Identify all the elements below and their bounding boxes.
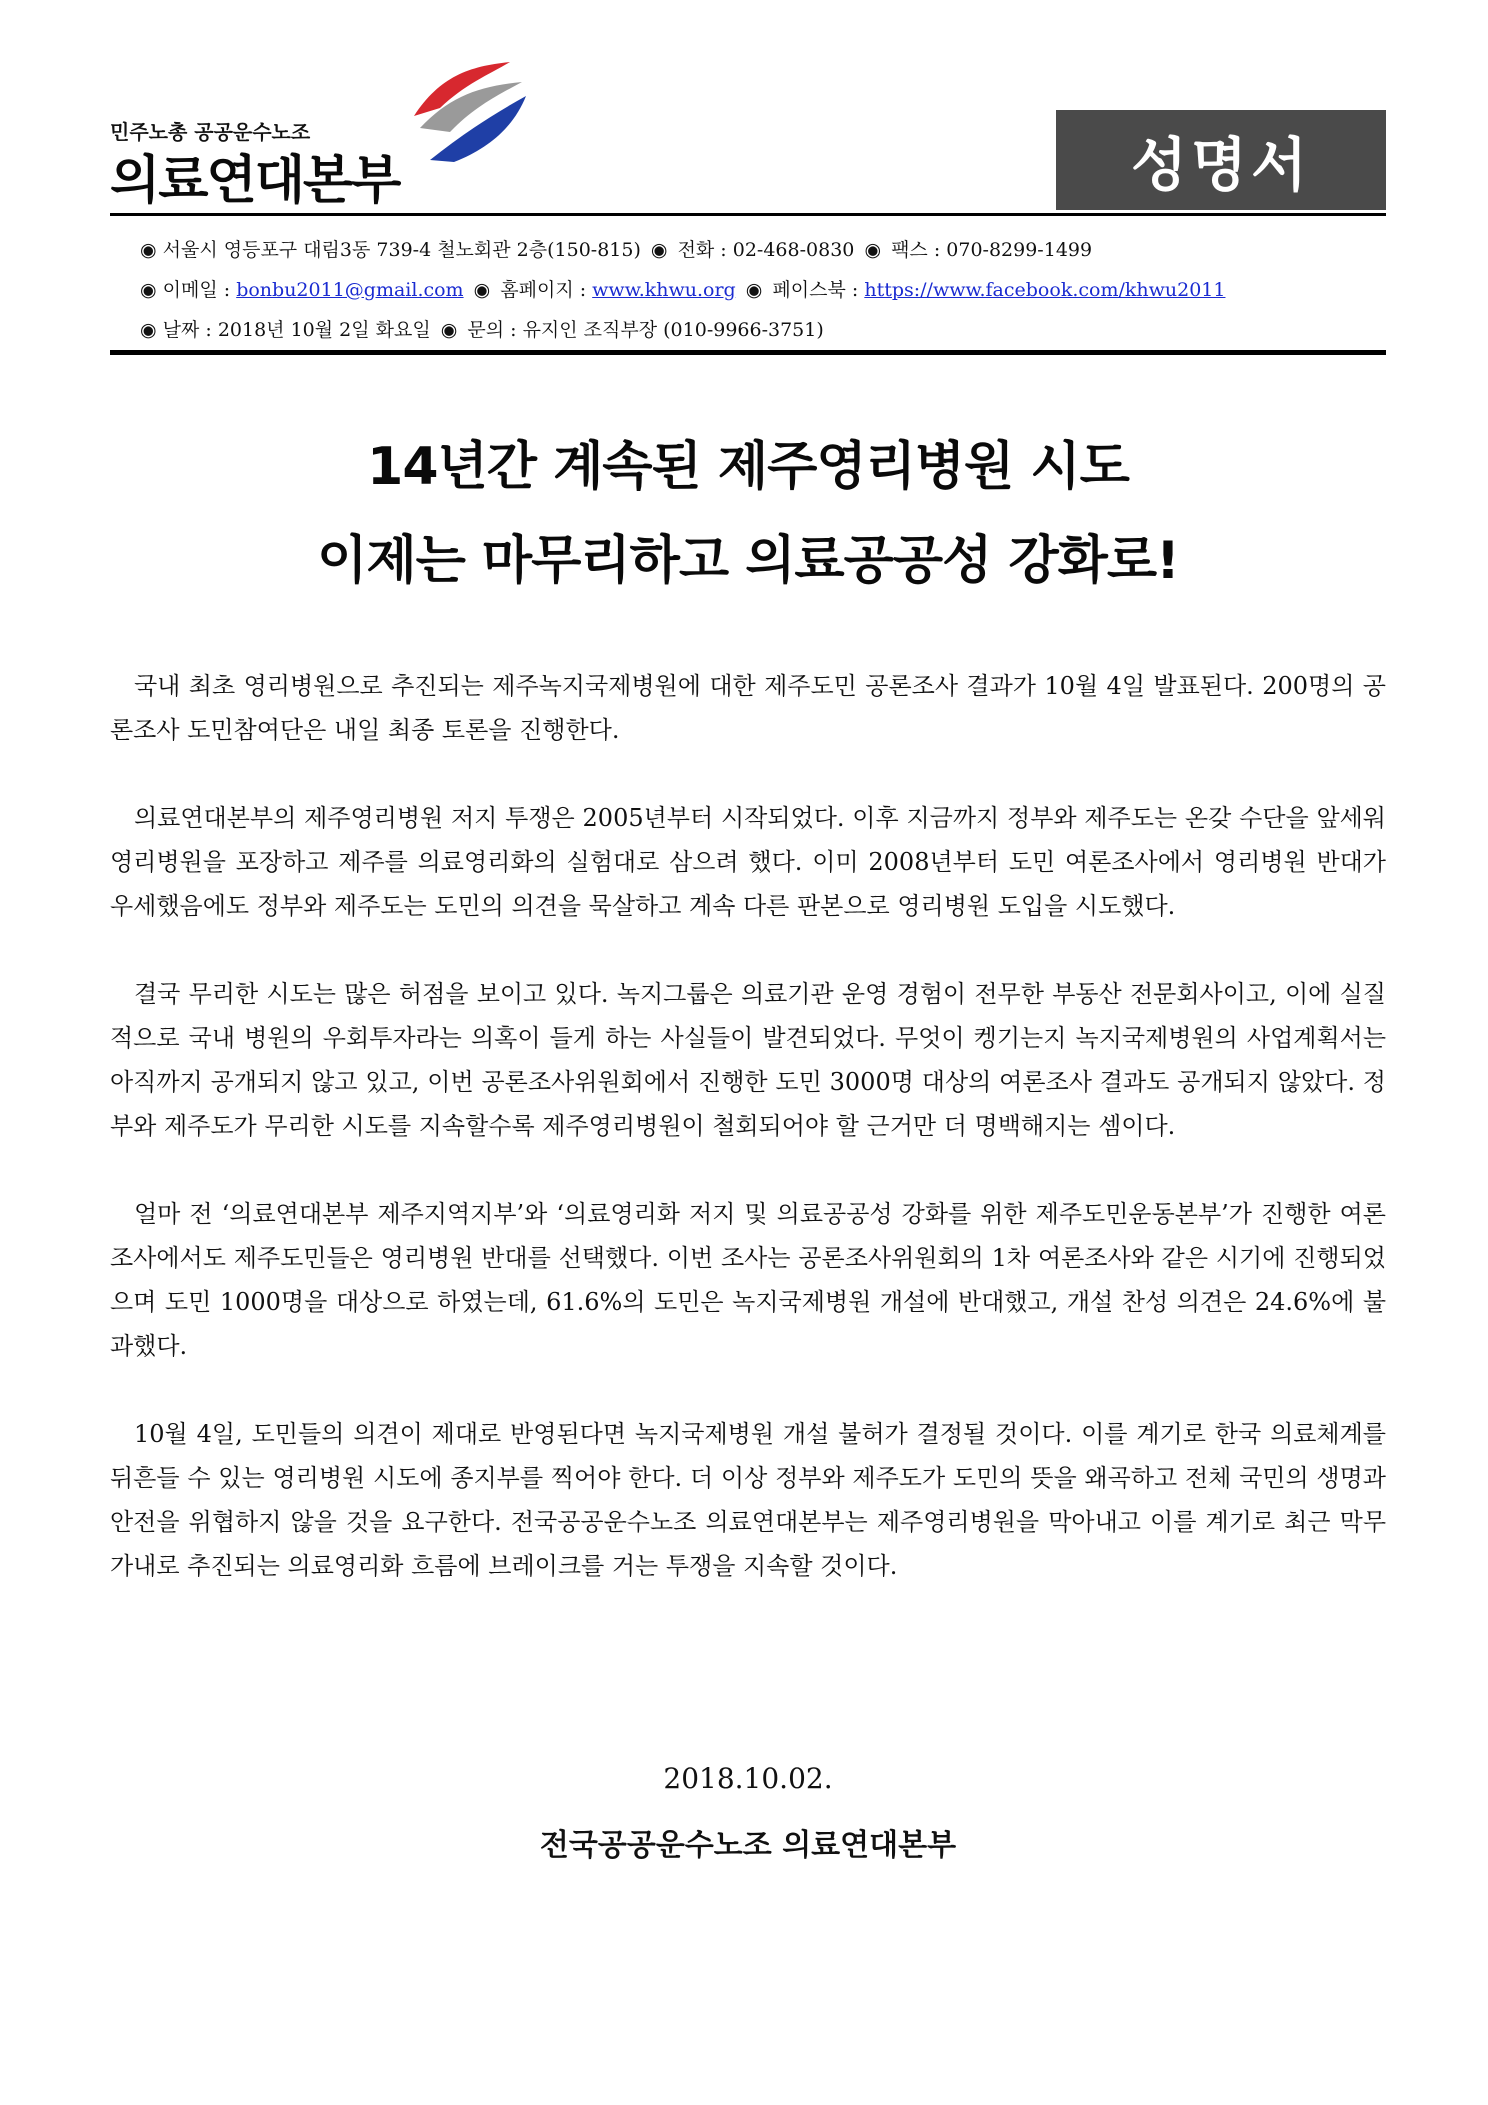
letterhead <box>110 50 1386 220</box>
flag-swoosh-icon <box>410 56 530 166</box>
logo-subtitle: 민주노총 공공운수노조 <box>110 120 311 144</box>
email-label: 이메일 : <box>162 279 237 301</box>
facebook-label: 페이스북 : <box>772 279 865 301</box>
body-paragraph: 10월 4일, 도민들의 의견이 제대로 반영된다면 녹지국제병원 개설 불허가 결정될 것이다. 이를 계기로 한국 의료체계를 뒤흔들 수 있는 영리병원 시도에 종지부를 찍어야 한다. 더 이상 정부와 제주도가 도민의 뜻을 왜곡하고 전체 국민의 생명과 안전을 위협하지 않을 것을 요구한다. 전국공공운수노조 의료연대본부는 제주영리병원을 막아내고 이를 계기로 최근 막무가내로 추진되는 의료영리화 흐름에 브레이크를 거는 투쟁을 지속할 것이다. <box>110 1420 1386 1580</box>
header-divider-top <box>110 213 1386 216</box>
bullet-icon: ◉ <box>140 319 157 341</box>
contact-line-2 <box>140 270 1370 310</box>
contact-line-3 <box>140 310 1370 350</box>
header-divider-bottom <box>110 350 1386 355</box>
fax-text: 팩스 : 070-8299-1499 <box>891 239 1093 261</box>
statement-title <box>110 420 1386 608</box>
bullet-icon: ◉ <box>140 239 157 261</box>
inquiry-text: 문의 : 유지인 조직부장 (010-9966-3751) <box>467 319 824 341</box>
homepage-label: 홈페이지 : <box>500 279 593 301</box>
phone-text: 전화 : 02-468-0830 <box>677 239 855 261</box>
contact-line-1 <box>140 230 1370 270</box>
body-paragraph: 의료연대본부의 제주영리병원 저지 투쟁은 2005년부터 시작되었다. 이후 지금까지 정부와 제주도는 온갖 수단을 앞세워 영리병원을 포장하고 제주를 의료영리화의 실험대로 삼으려 했다. 이미 2008년부터 도민 여론조사에서 영리병원 반대가 우세했음에도 정부와 제주도는 도민의 의견을 묵살하고 계속 다른 판본으로 영리병원 도입을 시도했다. <box>110 804 1386 920</box>
bullet-icon: ◉ <box>473 279 491 301</box>
body-paragraph: 결국 무리한 시도는 많은 허점을 보이고 있다. 녹지그룹은 의료기관 운영 경험이 전무한 부동산 전문회사이고, 이에 실질적으로 국내 병원의 우회투자라는 의혹이 들게 하는 사실들이 발견되었다. 무엇이 켕기는지 녹지국제병원의 사업계획서는 아직까지 공개되지 않고 있고, 이번 공론조사위원회에서 진행한 도민 3000명 대상의 여론조사 결과도 공개되지 않았다. 정부와 제주도가 무리한 시도를 지속할수록 제주영리병원이 철회되어야 할 근거만 더 명백해지는 셈이다. <box>110 980 1386 1140</box>
title-line-2: 이제는 마무리하고 의료공공성 강화로! <box>317 531 1179 591</box>
signature-date: 2018.10.02. <box>663 1762 833 1795</box>
title-line-1: 14년간 계속된 제주영리병원 시도 <box>367 437 1129 497</box>
bullet-icon: ◉ <box>745 279 763 301</box>
document-type-badge: 성명서 <box>1056 110 1386 210</box>
bullet-icon: ◉ <box>140 279 157 301</box>
homepage-link[interactable]: www.khwu.org <box>592 279 736 301</box>
body-paragraph: 국내 최초 영리병원으로 추진되는 제주녹지국제병원에 대한 제주도민 공론조사 결과가 10월 4일 발표된다. 200명의 공론조사 도민참여단은 내일 최종 토론을 진행한다. <box>110 672 1386 744</box>
logo-title: 의료연대본부 <box>110 151 400 211</box>
date-text: 날짜 : 2018년 10월 2일 화요일 <box>162 319 431 341</box>
organization-logo <box>110 56 530 216</box>
facebook-link[interactable]: https://www.facebook.com/khwu2011 <box>864 279 1226 301</box>
address-text: 서울시 영등포구 대림3동 739-4 철노회관 2층(150-815) <box>162 239 641 261</box>
bullet-icon: ◉ <box>864 239 882 261</box>
contact-info <box>140 230 1370 350</box>
body-paragraph: 얼마 전 ‘의료연대본부 제주지역지부’와 ‘의료영리화 저지 및 의료공공성 강화를 위한 제주도민운동본부’가 진행한 여론조사에서도 제주도민들은 영리병원 반대를 선택했다. 이번 조사는 공론조사위원회의 1차 여론조사와 같은 시기에 진행되었으며 도민 1000명을 대상으로 하였는데, 61.6%의 도민은 녹지국제병원 개설에 반대했고, 개설 찬성 의견은 24.6%에 불과했다. <box>110 1200 1386 1360</box>
email-link[interactable]: bonbu2011@gmail.com <box>236 279 464 301</box>
bullet-icon: ◉ <box>440 319 458 341</box>
statement-body <box>110 664 1386 1632</box>
bullet-icon: ◉ <box>650 239 668 261</box>
signature-organization: 전국공공운수노조 의료연대본부 <box>539 1828 957 1863</box>
